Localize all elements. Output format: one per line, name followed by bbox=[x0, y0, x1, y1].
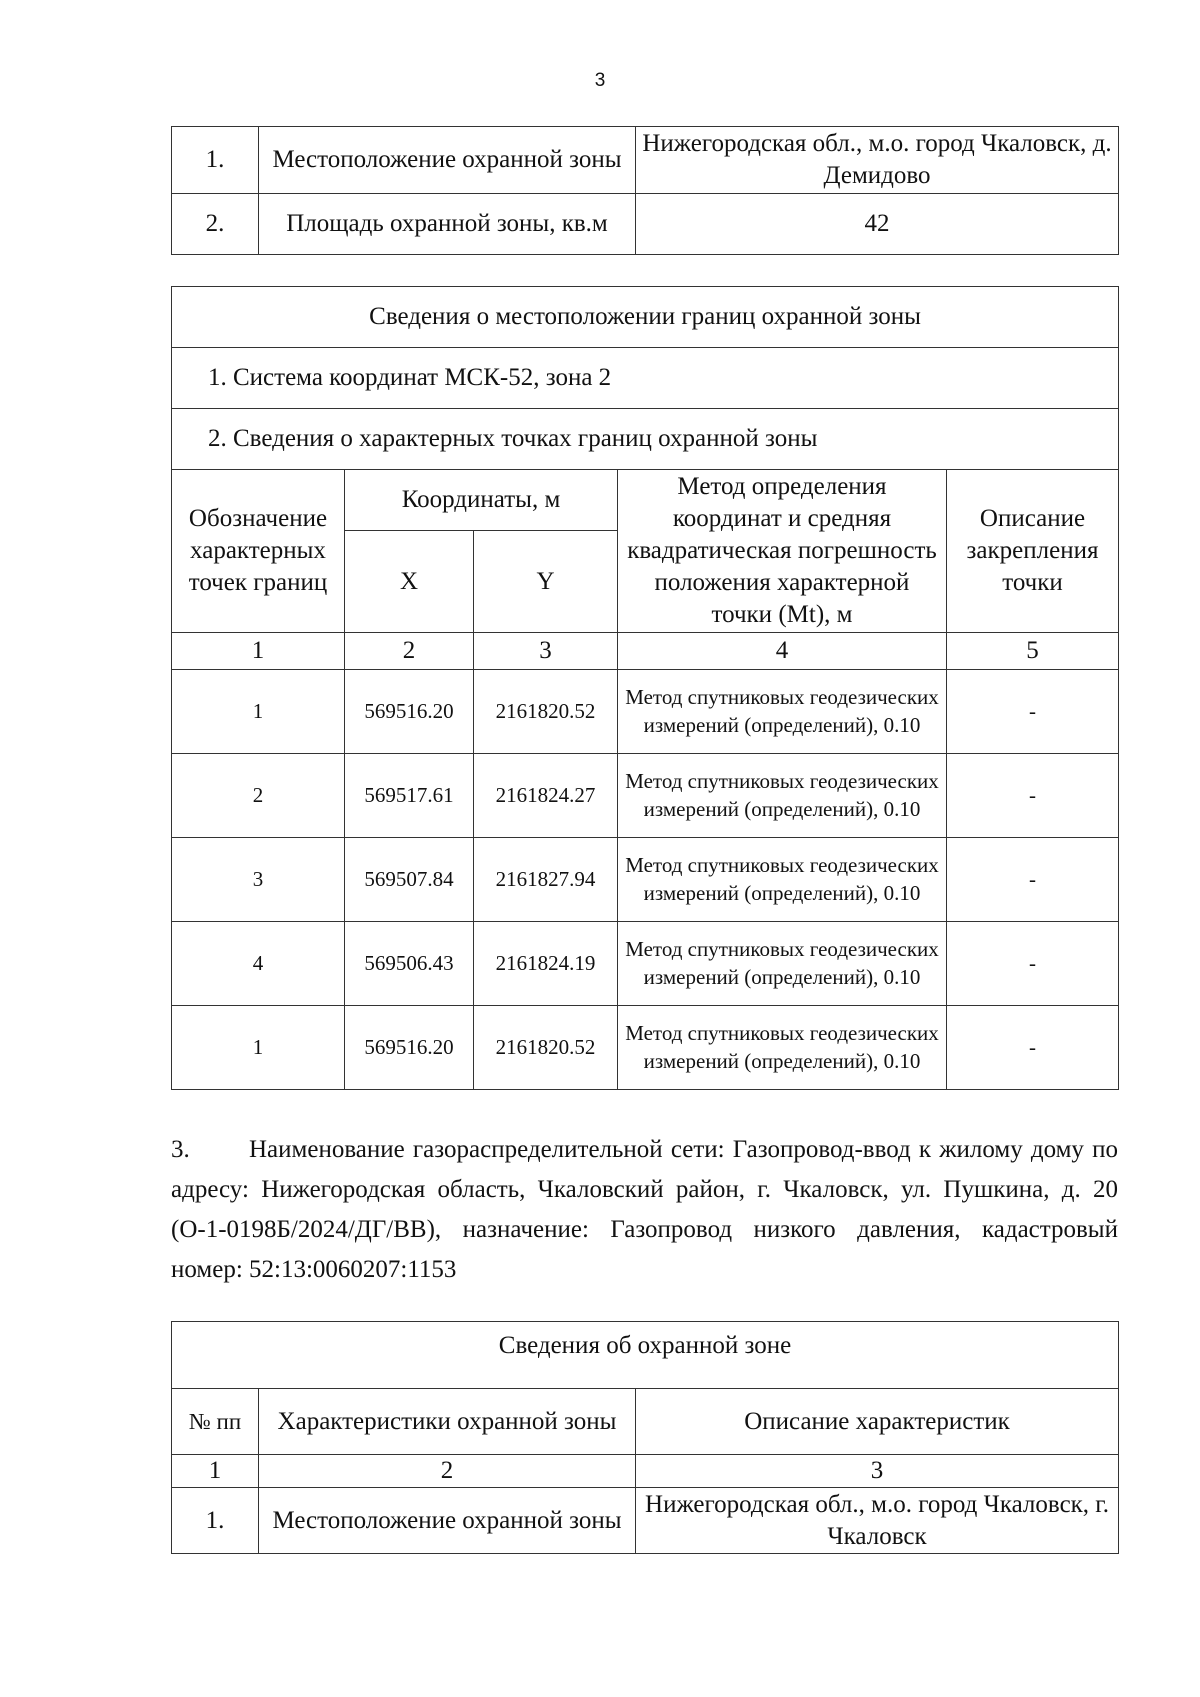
characteristic-cell: Местоположение охранной зоны bbox=[259, 1488, 636, 1554]
col-number: 2 bbox=[259, 1455, 636, 1488]
col-number: 4 bbox=[618, 633, 947, 670]
col-number: 3 bbox=[636, 1455, 1119, 1488]
table-row bbox=[172, 127, 1119, 194]
header-description: Описание закрепления точки bbox=[947, 470, 1119, 633]
point-y: 2161820.52 bbox=[474, 1006, 618, 1090]
point-x: 569507.84 bbox=[345, 838, 474, 922]
characteristic-cell: Местоположение охранной зоны bbox=[259, 127, 636, 194]
point-row bbox=[172, 1006, 1119, 1090]
point-fix: - bbox=[947, 754, 1119, 838]
point-method: Метод спутниковых геодезических измерений (определений), 0.10 bbox=[618, 754, 947, 838]
point-fix: - bbox=[947, 922, 1119, 1006]
header-description: Описание характеристик bbox=[636, 1389, 1119, 1455]
header-num: № пп bbox=[172, 1389, 259, 1455]
coord-system: 1. Система координат МСК-52, зона 2 bbox=[172, 348, 1119, 409]
point-id: 4 bbox=[172, 922, 345, 1006]
zone-info-title: Сведения об охранной зоне bbox=[172, 1322, 1119, 1389]
point-method: Метод спутниковых геодезических измерений (определений), 0.10 bbox=[618, 670, 947, 754]
column-number-row bbox=[172, 1455, 1119, 1488]
point-row bbox=[172, 922, 1119, 1006]
point-row bbox=[172, 838, 1119, 922]
header-x: X bbox=[345, 531, 474, 633]
table-row bbox=[172, 348, 1119, 409]
header-row bbox=[172, 1389, 1119, 1455]
table-row bbox=[172, 409, 1119, 470]
zone-info-table bbox=[171, 1321, 1119, 1554]
header-coordinates: Координаты, м bbox=[345, 470, 618, 531]
page-number: 3 bbox=[594, 70, 606, 91]
col-number: 2 bbox=[345, 633, 474, 670]
column-number-row bbox=[172, 633, 1119, 670]
point-method: Метод спутниковых геодезических измерений (определений), 0.10 bbox=[618, 922, 947, 1006]
section-number: 3. bbox=[171, 1136, 190, 1163]
point-id: 3 bbox=[172, 838, 345, 922]
point-fix: - bbox=[947, 670, 1119, 754]
header-method: Метод определения координат и средняя квадратическая погрешность положения характерной точки (Mt), м bbox=[618, 470, 947, 633]
row-number: 1. bbox=[172, 1488, 259, 1554]
point-y: 2161824.19 bbox=[474, 922, 618, 1006]
point-id: 1 bbox=[172, 670, 345, 754]
header-characteristic: Характеристики охранной зоны bbox=[259, 1389, 636, 1455]
header-row bbox=[172, 470, 1119, 531]
boundaries-title: Сведения о местоположении границ охранной зоны bbox=[172, 287, 1119, 348]
point-method: Метод спутниковых геодезических измерений (определений), 0.10 bbox=[618, 1006, 947, 1090]
description-cell: Нижегородская обл., м.о. город Чкаловск, г. Чкаловск bbox=[636, 1488, 1119, 1554]
point-id: 2 bbox=[172, 754, 345, 838]
point-fix: - bbox=[947, 838, 1119, 922]
boundaries-table bbox=[171, 286, 1119, 1090]
points-title: 2. Сведения о характерных точках границ охранной зоны bbox=[172, 409, 1119, 470]
table-row bbox=[172, 287, 1119, 348]
col-number: 1 bbox=[172, 1455, 259, 1488]
section-3-paragraph bbox=[171, 1130, 1118, 1290]
row-number: 2. bbox=[172, 194, 259, 255]
table-row bbox=[172, 194, 1119, 255]
point-row bbox=[172, 754, 1119, 838]
description-cell: 42 bbox=[636, 194, 1119, 255]
point-fix: - bbox=[947, 1006, 1119, 1090]
point-id: 1 bbox=[172, 1006, 345, 1090]
point-row bbox=[172, 670, 1119, 754]
zone-summary-table bbox=[171, 126, 1119, 255]
col-number: 1 bbox=[172, 633, 345, 670]
point-y: 2161827.94 bbox=[474, 838, 618, 922]
point-x: 569506.43 bbox=[345, 922, 474, 1006]
row-number: 1. bbox=[172, 127, 259, 194]
point-method: Метод спутниковых геодезических измерений (определений), 0.10 bbox=[618, 838, 947, 922]
col-number: 5 bbox=[947, 633, 1119, 670]
point-x: 569516.20 bbox=[345, 1006, 474, 1090]
header-y: Y bbox=[474, 531, 618, 633]
header-designation: Обозначение характерных точек границ bbox=[172, 470, 345, 633]
table-row bbox=[172, 1488, 1119, 1554]
col-number: 3 bbox=[474, 633, 618, 670]
point-y: 2161824.27 bbox=[474, 754, 618, 838]
table-row bbox=[172, 1322, 1119, 1389]
point-x: 569516.20 bbox=[345, 670, 474, 754]
characteristic-cell: Площадь охранной зоны, кв.м bbox=[259, 194, 636, 255]
point-x: 569517.61 bbox=[345, 754, 474, 838]
point-y: 2161820.52 bbox=[474, 670, 618, 754]
section-text: Наименование газораспределительной сети: Газопровод-ввод к жилому дому по адресу: Нижегородская область, Чкаловский район, г. Чкаловск, ул. Пушкина, д. 20 (О-1-0198Б/2024/ДГ/ВВ), назначение: Газопровод низкого давления, кадастровый номер: 52:13:0060207:1153 bbox=[171, 1136, 1118, 1283]
description-cell: Нижегородская обл., м.о. город Чкаловск, д. Демидово bbox=[636, 127, 1119, 194]
